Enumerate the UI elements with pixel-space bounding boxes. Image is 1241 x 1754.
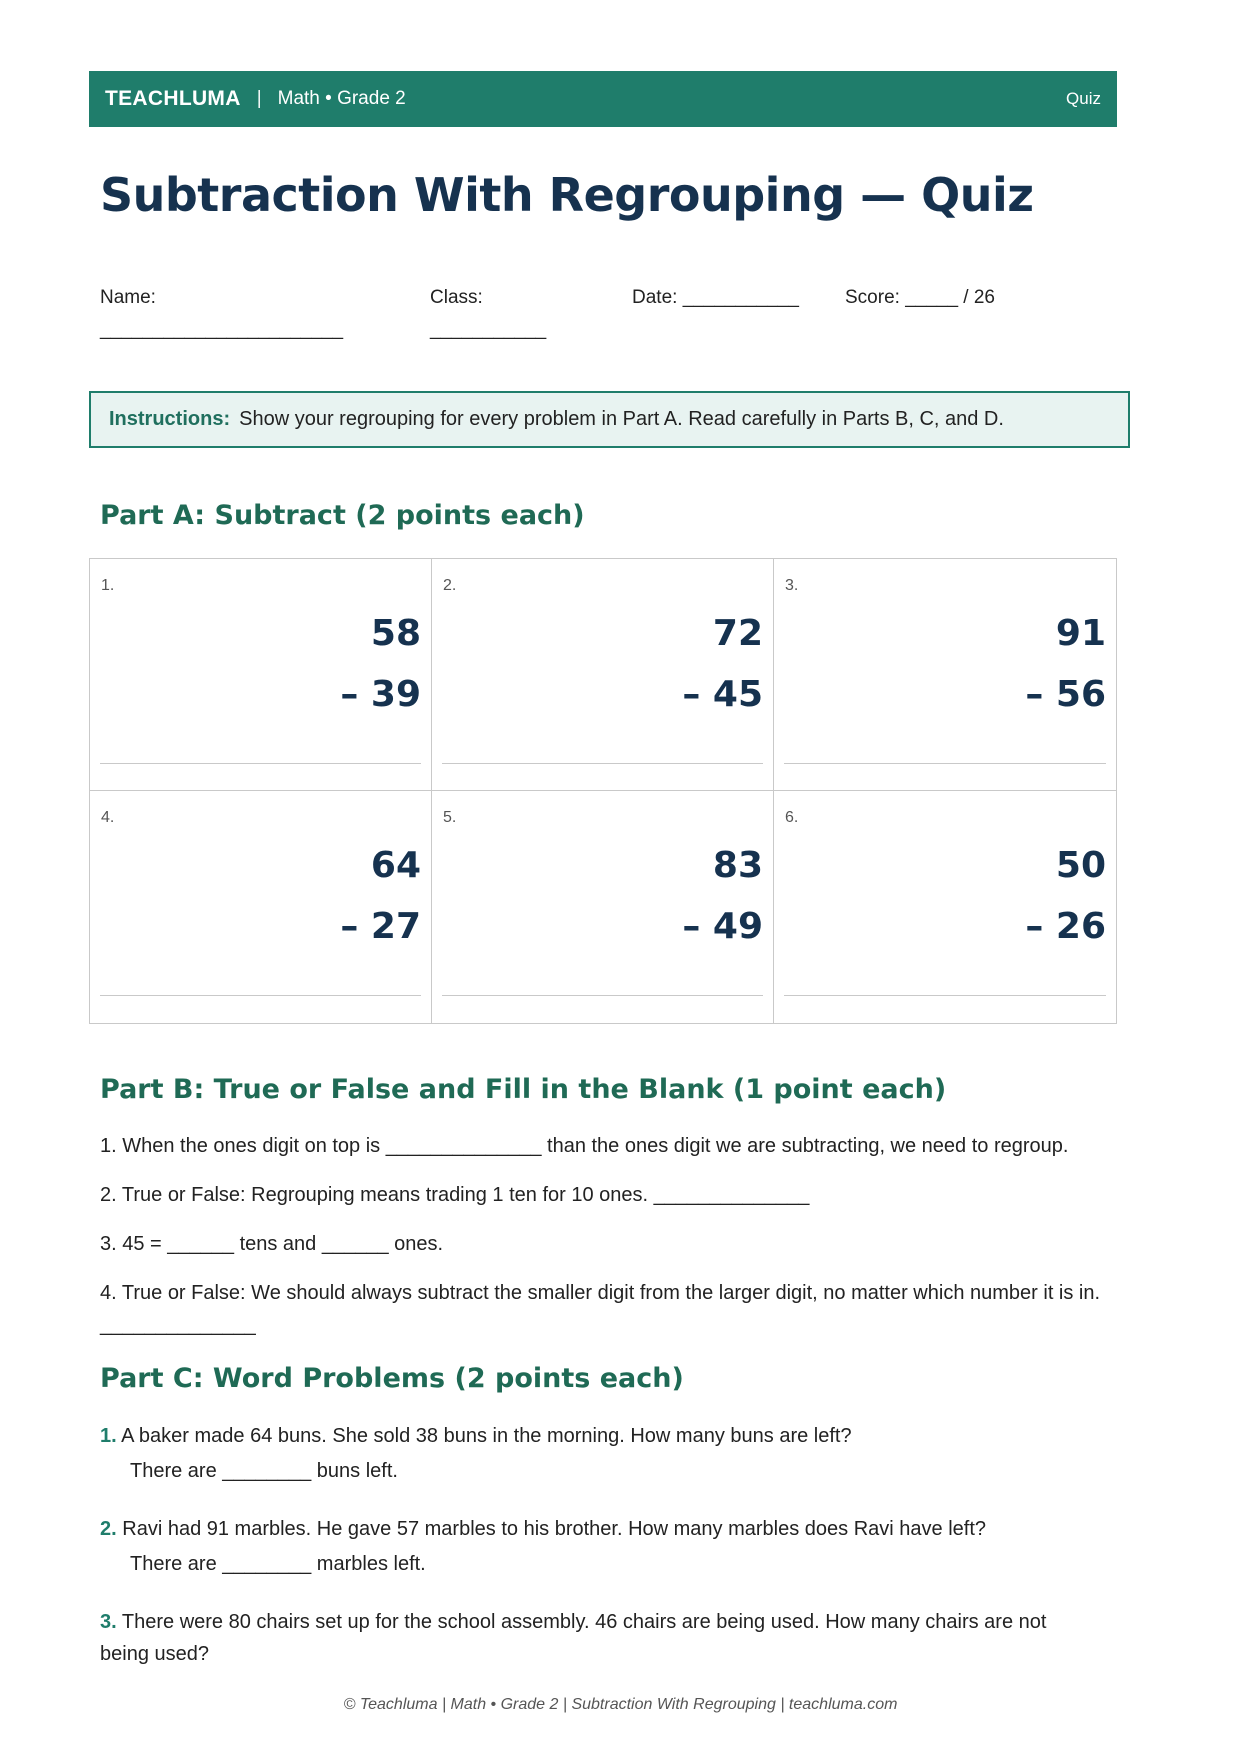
subtrahend: – 26: [1025, 906, 1106, 947]
instructions-label: Instructions:: [109, 408, 231, 430]
answer-line[interactable]: [784, 763, 1106, 764]
brand-name: TEACHLUMA: [105, 87, 241, 110]
class-blank[interactable]: ___________: [430, 319, 547, 340]
minuend: 91: [1055, 613, 1106, 654]
problem-number: 2.: [443, 577, 457, 594]
class-field[interactable]: [430, 287, 546, 341]
word-problem-number: 1.: [100, 1425, 117, 1447]
problem-cell: [432, 559, 774, 791]
subtrahend: – 39: [340, 674, 421, 715]
subtrahend: – 27: [340, 906, 421, 947]
part-a-heading: Part A: Subtract (2 points each): [100, 500, 585, 531]
name-field[interactable]: [100, 287, 343, 341]
header-separator: |: [256, 88, 262, 109]
subtrahend: – 45: [682, 674, 763, 715]
problem-cell: [90, 559, 432, 791]
minuend: 83: [712, 845, 763, 886]
part-b-heading: Part B: True or False and Fill in the Blank (1 point each): [100, 1074, 947, 1105]
answer-line[interactable]: [442, 995, 763, 996]
word-problem: [100, 1420, 1140, 1452]
word-problem-number: 3.: [100, 1611, 117, 1633]
page-title: Subtraction With Regrouping — Quiz: [100, 168, 1034, 222]
minuend: 50: [1055, 845, 1106, 886]
subject-label: Math • Grade 2: [277, 88, 406, 109]
problem-number: 6.: [785, 809, 799, 826]
header-banner: [89, 71, 1117, 127]
part-c-heading: Part C: Word Problems (2 points each): [100, 1363, 684, 1394]
problem-number: 1.: [101, 577, 115, 594]
score-field[interactable]: Score: _____ / 26: [845, 287, 995, 308]
doc-type-tag: Quiz: [1066, 89, 1101, 108]
name-label: Name:: [100, 287, 156, 308]
date-field[interactable]: Date: ___________: [632, 287, 799, 308]
word-problem-text: Ravi had 91 marbles. He gave 57 marbles to his brother. How many marbles does Ravi have left?: [122, 1518, 987, 1540]
minuend: 72: [712, 613, 763, 654]
page-footer: © Teachluma | Math • Grade 2 | Subtraction With Regrouping | teachluma.com: [343, 1696, 898, 1713]
problem-cell: [90, 791, 432, 1023]
word-problem: [100, 1513, 1140, 1545]
part-b-question: 2. True or False: Regrouping means trading 1 ten for 10 ones. ______________: [100, 1184, 810, 1206]
instructions-text: Show your regrouping for every problem in Part A. Read carefully in Parts B, C, and D.: [239, 408, 1004, 430]
word-problem-answer[interactable]: There are ________ marbles left.: [130, 1553, 426, 1575]
word-problem-text: There were 80 chairs set up for the school assembly. 46 chairs are being used. How many chairs are not being used?: [100, 1611, 1047, 1665]
instructions-box: [89, 391, 1130, 448]
word-problem-text: A baker made 64 buns. She sold 38 buns in the morning. How many buns are left?: [121, 1425, 852, 1447]
class-label: Class:: [430, 287, 483, 308]
word-problem: [100, 1606, 1100, 1670]
problem-number: 3.: [785, 577, 799, 594]
problem-cell: [774, 791, 1116, 1023]
problem-cell: [432, 791, 774, 1023]
part-b-question: 1. When the ones digit on top is ______________ than the ones digit we are subtracting, we need to regroup.: [100, 1135, 1069, 1157]
part-b-question: 3. 45 = ______ tens and ______ ones.: [100, 1233, 444, 1255]
minuend: 64: [370, 845, 421, 886]
part-b-question: 4. True or False: We should always subtract the smaller digit from the larger digit, no matter which number it is in. ______________: [100, 1282, 1101, 1336]
problem-number: 5.: [443, 809, 457, 826]
word-problem-number: 2.: [100, 1518, 117, 1540]
subtrahend: – 56: [1025, 674, 1106, 715]
answer-line[interactable]: [784, 995, 1106, 996]
answer-line[interactable]: [100, 995, 421, 996]
problem-cell: [774, 559, 1116, 791]
answer-line[interactable]: [100, 763, 421, 764]
subtraction-grid: [89, 558, 1117, 1024]
answer-line[interactable]: [442, 763, 763, 764]
name-blank[interactable]: _______________________: [100, 319, 344, 340]
minuend: 58: [370, 613, 421, 654]
word-problem-answer[interactable]: There are ________ buns left.: [130, 1460, 398, 1482]
subtrahend: – 49: [682, 906, 763, 947]
problem-number: 4.: [101, 809, 115, 826]
